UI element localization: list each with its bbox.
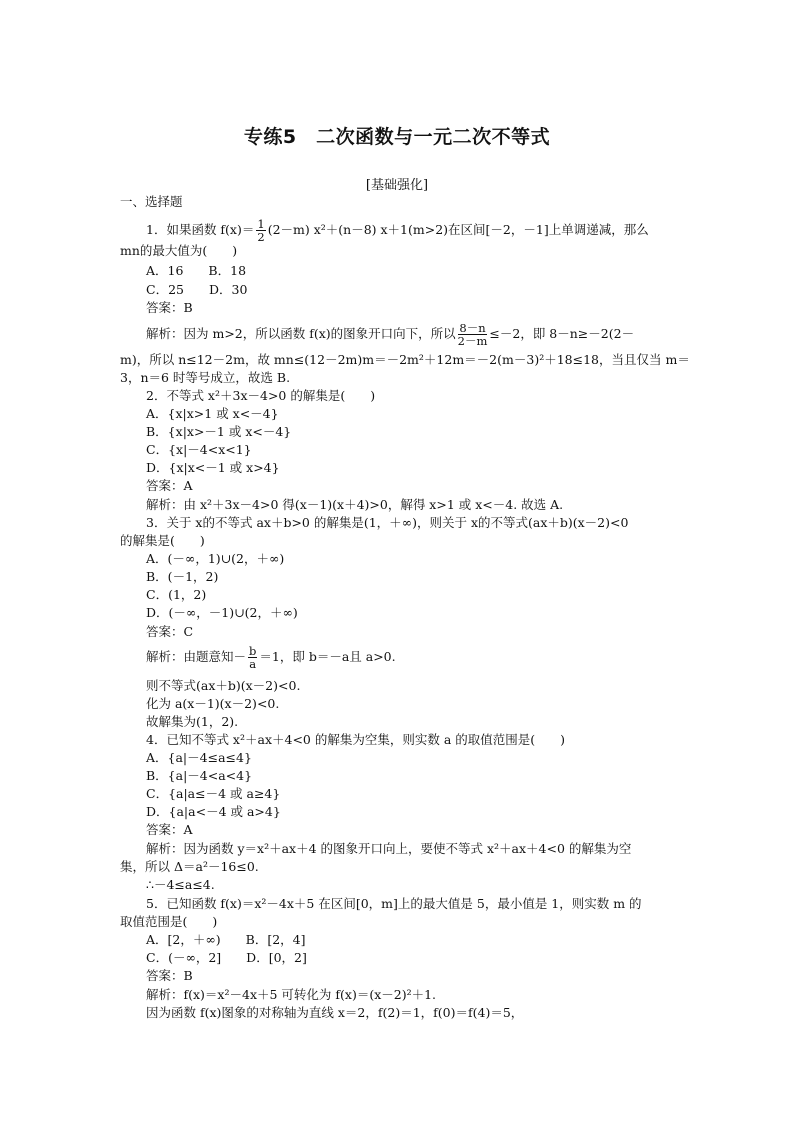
- q3-analysis-line3: 化为 a(x－1)(x－2)<0.: [146, 696, 280, 711]
- section-subtitle: [基础强化]: [365, 178, 429, 193]
- q1-analysis: 解析：因为 m>2，所以函数 f(x)的图象开口向下，所以 $\frac{8-n}{2-m}$ ≤－2，即 8－n≥－2(2－: [146, 321, 635, 348]
- q1-stem-line2: mn的最大值为( ): [120, 243, 238, 258]
- q5-stem-line2: 取值范围是( ): [120, 914, 218, 929]
- q4-analysis: 解析：因为函数 y＝x²＋ax＋4 的图象开口向上，要使不等式 x²＋ax＋4<0 的解集为空: [146, 841, 632, 856]
- q2-analysis: 解析：由 x²＋3x－4>0 得(x－1)(x＋4)>0，解得 x>1 或 x<－4. 故选 A.: [146, 497, 564, 512]
- q3-analysis-fraction: $\frac{b}{a}$: [249, 644, 257, 671]
- q3-option-c: C．(1，2): [146, 587, 207, 602]
- q4-option-b: B．{a|－4<a<4}: [146, 768, 253, 783]
- q4-analysis-line2: 集，所以 Δ＝a²－16≤0.: [120, 859, 259, 874]
- q4-option-a: A．{a|－4≤a≤4}: [146, 750, 252, 765]
- q1-option-cd: C．25 D．30: [146, 282, 248, 297]
- q1-fraction: $\frac{1}{2}$: [257, 217, 265, 244]
- q3-answer: 答案：C: [146, 624, 194, 639]
- q3-stem-line2: 的解集是( ): [120, 533, 205, 548]
- q2-option-b: B．{x|x>－1 或 x<－4}: [146, 424, 292, 439]
- q3-option-b: B．(－1，2): [146, 569, 219, 584]
- q1-analysis-line2: m)，所以 n≤12－2m，故 mn≤(12－2m)m＝－2m²＋12m＝－2(m－3)²＋18≤18，当且仅当 m＝: [120, 352, 690, 367]
- q3-option-a: A．(－∞，1)∪(2，＋∞): [146, 551, 285, 566]
- q1-stem: 1．如果函数 f(x)＝ $\frac{1}{2}$ (2－m) x²＋(n－8) x＋1(m>2)在区间[－2，－1]上单调递减，那么: [146, 217, 649, 244]
- section-heading: 一、选择题: [120, 194, 183, 209]
- q5-option-ab: A．[2，＋∞) B．[2，4]: [146, 932, 306, 947]
- q1-option-ab: A．16 B．18: [146, 263, 247, 278]
- q4-answer: 答案：A: [146, 822, 193, 837]
- page-title: 专练5 二次函数与一元二次不等式: [243, 126, 551, 148]
- q1-answer: 答案：B: [146, 300, 193, 315]
- q1-analysis-line3: 3，n＝6 时等号成立，故选 B.: [120, 370, 291, 385]
- q3-stem: 3．关于 x的不等式 ax＋b>0 的解集是(1，＋∞)，则关于 x的不等式(ax＋b)(x－2)<0: [146, 515, 629, 530]
- q5-stem: 5．已知函数 f(x)＝x²－4x＋5 在区间[0，m]上的最大值是 5，最小值是 1，则实数 m 的: [146, 896, 642, 911]
- q4-option-c: C．{a|a≤－4 或 a≥4}: [146, 786, 281, 801]
- q5-option-cd: C．(－∞，2] D．[0，2]: [146, 950, 307, 965]
- q4-stem: 4．已知不等式 x²＋ax＋4<0 的解集为空集，则实数 a 的取值范围是( ): [146, 732, 565, 747]
- q5-analysis-line2: 因为函数 f(x)图象的对称轴为直线 x＝2，f(2)＝1，f(0)＝f(4)＝5，: [146, 1005, 524, 1020]
- q3-analysis-line4: 故解集为(1，2).: [146, 714, 239, 729]
- q3-option-d: D．(－∞，－1)∪(2，＋∞): [146, 605, 298, 620]
- q5-analysis: 解析：f(x)＝x²－4x＋5 可转化为 f(x)＝(x－2)²＋1.: [146, 987, 437, 1002]
- q5-answer: 答案：B: [146, 968, 193, 983]
- q1-analysis-fraction: $\frac{8-n}{2-m}$: [457, 321, 488, 348]
- q4-option-d: D．{a|a<－4 或 a>4}: [146, 804, 281, 819]
- q3-analysis-line2: 则不等式(ax＋b)(x－2)<0.: [146, 678, 301, 693]
- q2-option-c: C．{x|－4<x<1}: [146, 442, 252, 457]
- q2-answer: 答案：A: [146, 478, 193, 493]
- q2-option-d: D．{x|x<－1 或 x>4}: [146, 460, 280, 475]
- q2-option-a: A．{x|x>1 或 x<－4}: [146, 406, 279, 421]
- q2-stem: 2．不等式 x²＋3x－4>0 的解集是( ): [146, 388, 376, 403]
- q3-analysis: 解析：由题意知－ $\frac{b}{a}$ ＝1，即 b＝－a且 a>0.: [146, 644, 396, 671]
- q4-analysis-line3: ∴－4≤a≤4.: [146, 877, 215, 892]
